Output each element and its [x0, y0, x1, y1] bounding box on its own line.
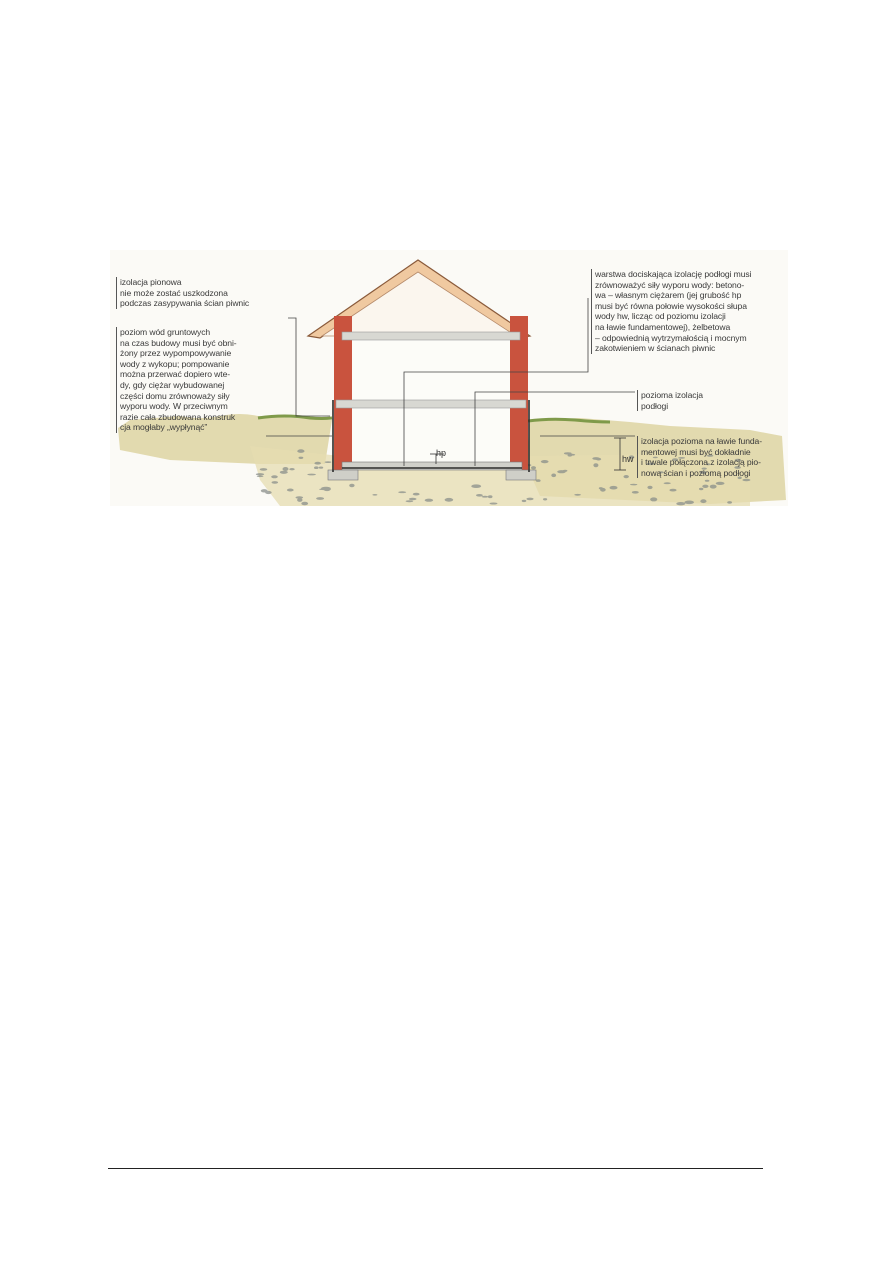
stone [471, 484, 481, 488]
stone [669, 489, 676, 492]
stone [482, 496, 489, 498]
annotation-floor-insulation: pozioma izolacja podłogi [637, 390, 751, 411]
basement-floor-slab [342, 462, 522, 470]
stone [314, 462, 321, 465]
stone [650, 497, 657, 501]
stone [283, 467, 289, 471]
stone [574, 494, 581, 496]
basement-waterproofing-diagram [110, 250, 788, 506]
footing-right [506, 470, 536, 480]
stone [702, 485, 708, 488]
stone [710, 485, 717, 489]
stone [476, 494, 483, 497]
stone [488, 495, 493, 498]
stone [543, 498, 547, 500]
stone [280, 471, 288, 474]
stone [321, 487, 331, 490]
stone [297, 498, 302, 502]
stone [307, 474, 316, 476]
attic-slab [342, 332, 520, 340]
stone [299, 457, 304, 459]
stone [301, 502, 308, 506]
stone [265, 491, 272, 494]
stone [445, 498, 454, 502]
stone [319, 467, 323, 469]
stone [257, 476, 264, 478]
stone [297, 449, 304, 453]
stone [563, 470, 568, 472]
stone [314, 466, 319, 469]
stone [727, 501, 732, 504]
stone [632, 491, 639, 494]
stone [630, 484, 637, 486]
ground-floor-slab [336, 400, 526, 408]
stone [541, 460, 549, 463]
stone [593, 463, 598, 467]
footnote-separator [108, 1168, 763, 1169]
stone [271, 475, 278, 478]
stone [699, 488, 703, 490]
stone [372, 494, 377, 496]
stone [325, 461, 332, 463]
stone [289, 468, 294, 470]
stone [596, 458, 601, 461]
dimension-hw-label: hw [622, 454, 634, 464]
stone [705, 480, 710, 482]
stone [425, 499, 433, 502]
stone [490, 503, 498, 505]
stone [664, 482, 671, 484]
annotation-groundwater-level: poziom wód gruntowych na czas budowy musi być obni- żony przez wypompowywanie wody z wykopu; pompowanie można przerwać dopiero wte- dy, gdy ciężar wybudowanej części domu zrównoważy siły wyporu wody. W przeciwnym razie cała zbudowana konstruk cja mogłaby „wypłynąć” [116, 327, 270, 433]
annotation-pressing-layer: warstwa dociskająca izolację podłogi musi zrównoważyć siły wyporu wody: betono- wa – własnym ciężarem (jej grubość hp musi być równa połowie wysokości słupa wody hw, licząc od poziomu izolacji na ławie fundamentowej), żelbetowa – odpowiednią wytrzymałością i mocnym zakotwieniem w ścianach piwnic [591, 269, 791, 354]
stone [716, 482, 725, 485]
stone [531, 466, 536, 469]
stone [536, 479, 541, 482]
stone [684, 501, 694, 505]
stone [700, 499, 706, 503]
stone [398, 491, 406, 493]
stone [599, 487, 603, 489]
stone [296, 497, 300, 499]
stone [610, 486, 618, 490]
stone [413, 493, 420, 496]
stone [624, 475, 629, 478]
annotation-footing-insulation: izolacja pozioma na ławie funda- mentowej musi być dokładnie i trwale połączona z izolacją pio- nową ścian i poziomą podłogi [637, 436, 791, 478]
stone [272, 481, 279, 484]
stone [526, 498, 533, 501]
stone [676, 502, 685, 505]
stone [742, 479, 750, 482]
stone [564, 452, 572, 454]
stone [256, 473, 264, 475]
stone [349, 484, 354, 487]
stone [287, 489, 294, 492]
stone [316, 497, 324, 500]
stone [551, 474, 556, 478]
stone [406, 500, 414, 502]
stone [647, 486, 652, 489]
annotation-vertical-insulation: izolacja pionowa nie może zostać uszkodzona podczas zasypywania ścian piwnic [116, 277, 290, 309]
stone [260, 468, 268, 471]
dimension-hp-label: hp [436, 448, 447, 458]
stone [409, 498, 417, 501]
stone [522, 500, 527, 502]
